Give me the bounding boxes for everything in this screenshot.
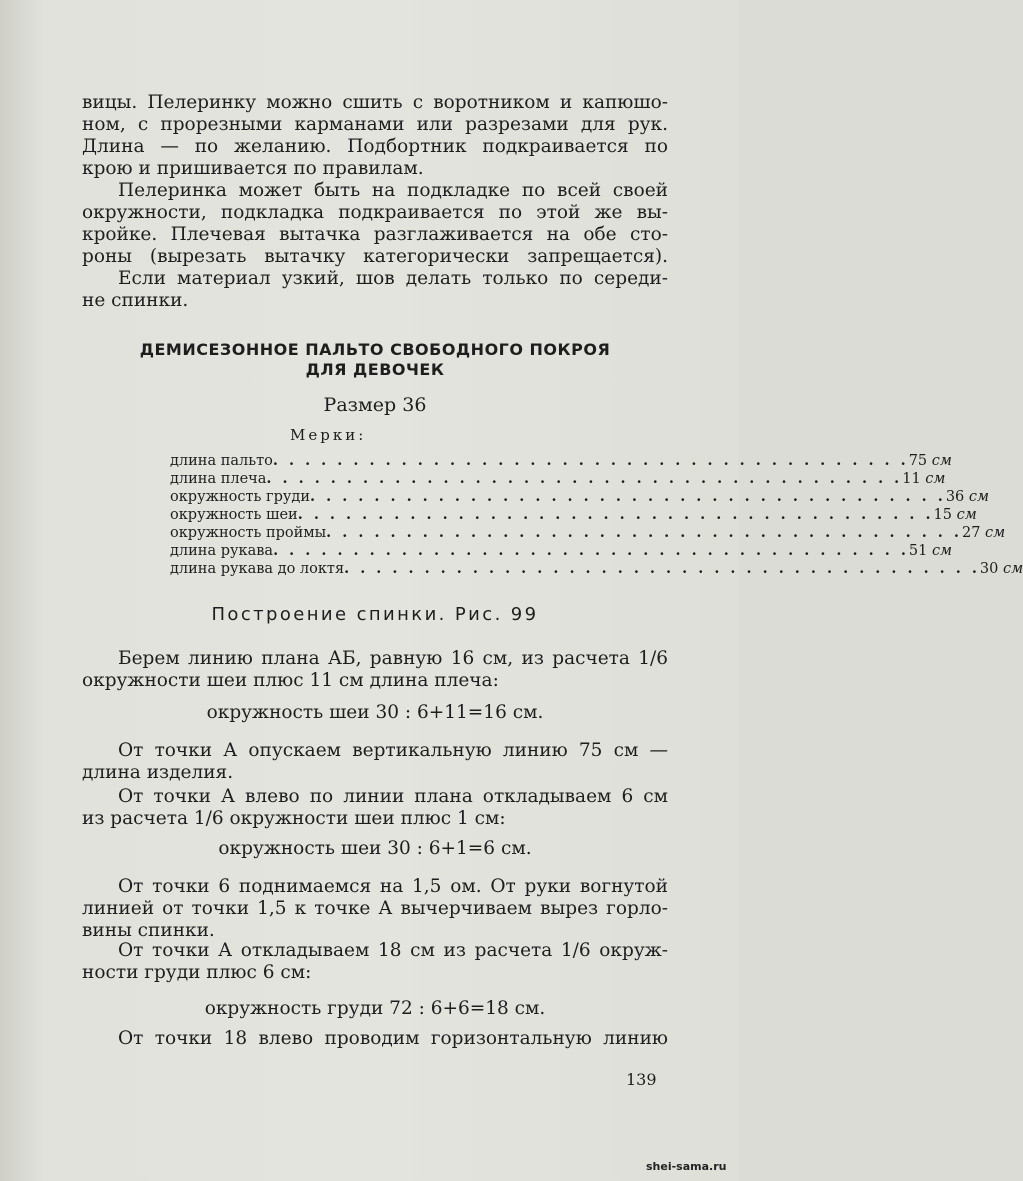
formula-1: окружность шеи 30 : 6+11=16 см. <box>206 702 544 723</box>
measure-row <box>170 506 977 524</box>
text-line: От точки А опускаем вертикальную линию 75 см — <box>118 740 668 761</box>
p6-block <box>82 1028 668 1050</box>
measure-unit: см <box>956 507 977 523</box>
measure-label: окружность проймы <box>170 525 327 541</box>
watermark: shei-sama.ru <box>646 1160 727 1173</box>
measure-number: 27 <box>961 525 981 541</box>
text-line: из расчета 1/6 окружности шеи плюс 1 см: <box>82 808 506 829</box>
text-line: роны (вырезать вытачку категорически запрещается). <box>82 246 668 267</box>
measure-row <box>170 452 952 470</box>
measure-row <box>170 524 1006 542</box>
measure-number: 51 <box>908 543 928 559</box>
article-heading <box>82 340 668 380</box>
text-line: Берем линию плана АБ, равную 16 см, из расчета 1/6 <box>118 648 668 669</box>
text-line: вицы. Пелеринку можно сшить с воротником и капюшо- <box>82 92 668 113</box>
dot-leader: . . . . . . . . . . . . . . . . . . . . . . . . . . . . . . . . . . . . . . . . <box>326 524 962 541</box>
measures-title: Мерки: <box>290 426 367 444</box>
text-line: ном, с прорезными карманами или разрезами для рук. <box>82 114 668 135</box>
measure-unit: см <box>985 525 1006 541</box>
formula-3: окружность груди 72 : 6+6=18 см. <box>204 998 546 1019</box>
intro-text <box>82 92 668 312</box>
measure-row <box>170 488 990 506</box>
measure-value <box>946 488 989 506</box>
measure-unit: см <box>925 471 946 487</box>
measure-value <box>909 542 952 560</box>
measure-number: 36 <box>945 489 965 505</box>
measure-value <box>934 506 977 524</box>
measure-label: окружность шеи <box>170 507 298 523</box>
measure-row <box>170 470 946 488</box>
measure-unit: см <box>1002 561 1023 577</box>
measure-label: окружность груди <box>170 489 310 505</box>
p3-block <box>82 786 668 830</box>
measure-label: длина плеча <box>170 471 267 487</box>
measure-row <box>170 542 953 560</box>
measure-number: 15 <box>933 507 952 523</box>
paragraph-2 <box>82 180 668 268</box>
paragraph-3 <box>82 268 668 312</box>
text-line: От точки 18 влево проводим горизонтальную линию <box>118 1028 668 1049</box>
heading-line-2: ДЛЯ ДЕВОЧЕК <box>305 360 445 379</box>
text-line: Пелеринка может быть на подкладке по всей своей <box>118 180 668 201</box>
dot-leader: . . . . . . . . . . . . . . . . . . . . . . . . . . . . . . . . . . . . . . . . <box>272 452 909 469</box>
dot-leader: . . . . . . . . . . . . . . . . . . . . . . . . . . . . . . . . . . . . . . . . <box>266 470 903 487</box>
measure-unit: см <box>968 489 990 505</box>
text-line: Длина — по желанию. Подбортник подкраивается по <box>82 136 668 157</box>
text-line: ности груди плюс 6 см: <box>82 962 312 983</box>
measure-label: длина рукава до локтя <box>170 561 345 577</box>
dot-leader: . . . . . . . . . . . . . . . . . . . . . . . . . . . . . . . . . . . . . . . . <box>310 488 946 505</box>
measure-number: 11 <box>902 471 921 487</box>
text-line: Если материал узкий, шов делать только по середи- <box>118 268 668 289</box>
p5-block <box>82 940 668 984</box>
measure-number: 75 <box>908 453 928 469</box>
paragraph-1 <box>82 92 668 180</box>
formula-2: окружность шеи 30 : 6+1=6 см. <box>218 838 532 859</box>
text-line: длина изделия. <box>82 762 234 783</box>
text-line: кройке. Плечевая вытачка разглаживается на обе сто- <box>82 224 668 245</box>
measures-list <box>170 452 1023 578</box>
measure-value <box>909 452 952 470</box>
text-line: окружности, подкладка подкраивается по этой же вы- <box>82 202 668 223</box>
p2-block <box>82 740 668 784</box>
dot-leader: . . . . . . . . . . . . . . . . . . . . . . . . . . . . . . . . . . . . . . . . <box>344 560 980 577</box>
text-line: крою и пришивается по правилам. <box>82 158 424 179</box>
measure-number: 30 <box>979 561 999 577</box>
measure-value <box>962 524 1005 542</box>
text-line: линией от точки 1,5 к точке А вычерчиваем вырез горло- <box>82 898 668 919</box>
text-line: окружности шеи плюс 11 см длина плеча: <box>82 670 499 691</box>
measure-value <box>902 470 945 488</box>
text-line: От точки А откладываем 18 см из расчета 1/6 окруж- <box>118 940 668 961</box>
text-line: От точки А влево по линии плана откладываем 6 см <box>118 786 668 807</box>
dot-leader: . . . . . . . . . . . . . . . . . . . . . . . . . . . . . . . . . . . . . . . . <box>297 506 934 523</box>
text-line: вины спинки. <box>82 920 215 941</box>
p4-block <box>82 876 668 942</box>
dot-leader: . . . . . . . . . . . . . . . . . . . . . . . . . . . . . . . . . . . . . . . . <box>273 542 909 559</box>
measure-value <box>980 560 1023 578</box>
page-number: 139 <box>626 1070 657 1089</box>
measure-row <box>170 560 1023 578</box>
size-title: Размер 36 <box>323 394 427 416</box>
text-line: От точки 6 поднимаемся на 1,5 ом. От руки вогнутой <box>118 876 668 897</box>
text-line: не спинки. <box>82 290 189 311</box>
measure-label: длина рукава <box>170 543 274 559</box>
measure-unit: см <box>931 543 953 559</box>
heading-line-1: ДЕМИСЕЗОННОЕ ПАЛЬТО СВОБОДНОГО ПОКРОЯ <box>139 340 611 359</box>
section-title: Построение спинки. Рис. 99 <box>211 604 539 625</box>
measure-unit: см <box>931 453 952 469</box>
p1-block <box>82 648 668 692</box>
measure-label: длина пальто <box>170 453 273 469</box>
